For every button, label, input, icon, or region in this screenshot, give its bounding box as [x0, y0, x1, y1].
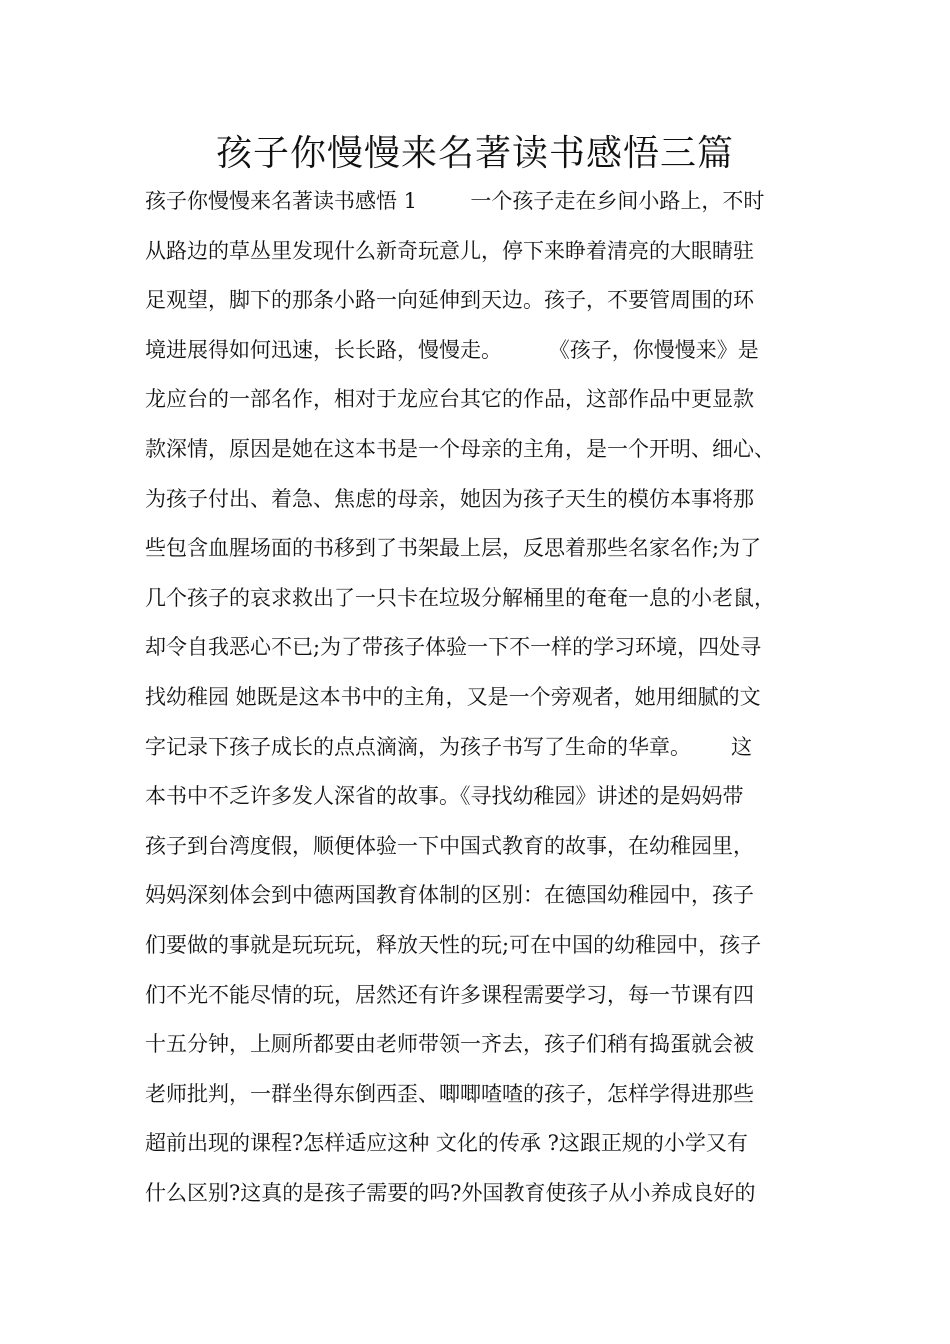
text-line: 从路边的草丛里发现什么新奇玩意儿，停下来睁着清亮的大眼睛驻: [145, 238, 754, 263]
text-line: 款深情，原因是她在这本书是一个母亲的主角，是一个开明、细心、: [145, 436, 775, 461]
text-line: 境进展得如何迅速，长长路，慢慢走。 《孩子，你慢慢来》是: [145, 337, 759, 362]
text-line: 几个孩子的哀求救出了一只卡在垃圾分解桶里的奄奄一息的小老鼠，: [145, 585, 775, 610]
text-line: 孩子你慢慢来名著读书感悟 1 一个孩子走在乡间小路上，不时: [145, 189, 765, 213]
text-line: 足观望，脚下的那条小路一向延伸到天边。孩子，不要管周围的环: [145, 288, 754, 313]
text-line: 却令自我恶心不已;为了带孩子体验一下不一样的学习环境，四处寻: [145, 635, 762, 660]
text-line: 超前出现的课程?怎样适应这种 文化的传承 ?这跟正规的小学又有: [145, 1131, 748, 1156]
text-line: 十五分钟，上厕所都要由老师带领一齐去，孩子们稍有捣蛋就会被: [145, 1032, 754, 1057]
text-line: 为孩子付出、着急、焦虑的母亲，她因为孩子天生的模仿本事将那: [145, 486, 754, 511]
document-body: [145, 177, 825, 1218]
text-line: 老师批判，一群坐得东倒西歪、唧唧喳喳的孩子，怎样学得进那些: [145, 1081, 754, 1106]
text-line: 孩子到台湾度假，顺便体验一下中国式教育的故事，在幼稚园里，: [145, 833, 754, 858]
text-line: 们要做的事就是玩玩玩，释放天性的玩;可在中国的幼稚园中，孩子: [145, 932, 762, 957]
text-line: 妈妈深刻体会到中德两国教育体制的区别：在德国幼稚园中，孩子: [145, 883, 754, 908]
text-line: 些包含血腥场面的书移到了书架最上层，反思着那些名家名作;为了: [145, 536, 762, 561]
text-line: 字记录下孩子成长的点点滴滴，为孩子书写了生命的华章。 这: [145, 734, 753, 759]
document-title: 孩子你慢慢来名著读书感悟三篇: [215, 133, 734, 174]
text-line: 们不光不能尽情的玩，居然还有许多课程需要学习，每一节课有四: [145, 982, 754, 1007]
text-line: 本书中不乏许多发人深省的故事。《寻找幼稚园》讲述的是妈妈带: [145, 784, 744, 809]
text-line: 什么区别?这真的是孩子需要的吗?外国教育使孩子从小养成良好的: [145, 1180, 756, 1205]
text-line: 龙应台的一部名作，相对于龙应台其它的作品，这部作品中更显款: [145, 387, 754, 412]
text-line: 找幼稚园 她既是这本书中的主角，又是一个旁观者，她用细腻的文: [145, 684, 761, 709]
